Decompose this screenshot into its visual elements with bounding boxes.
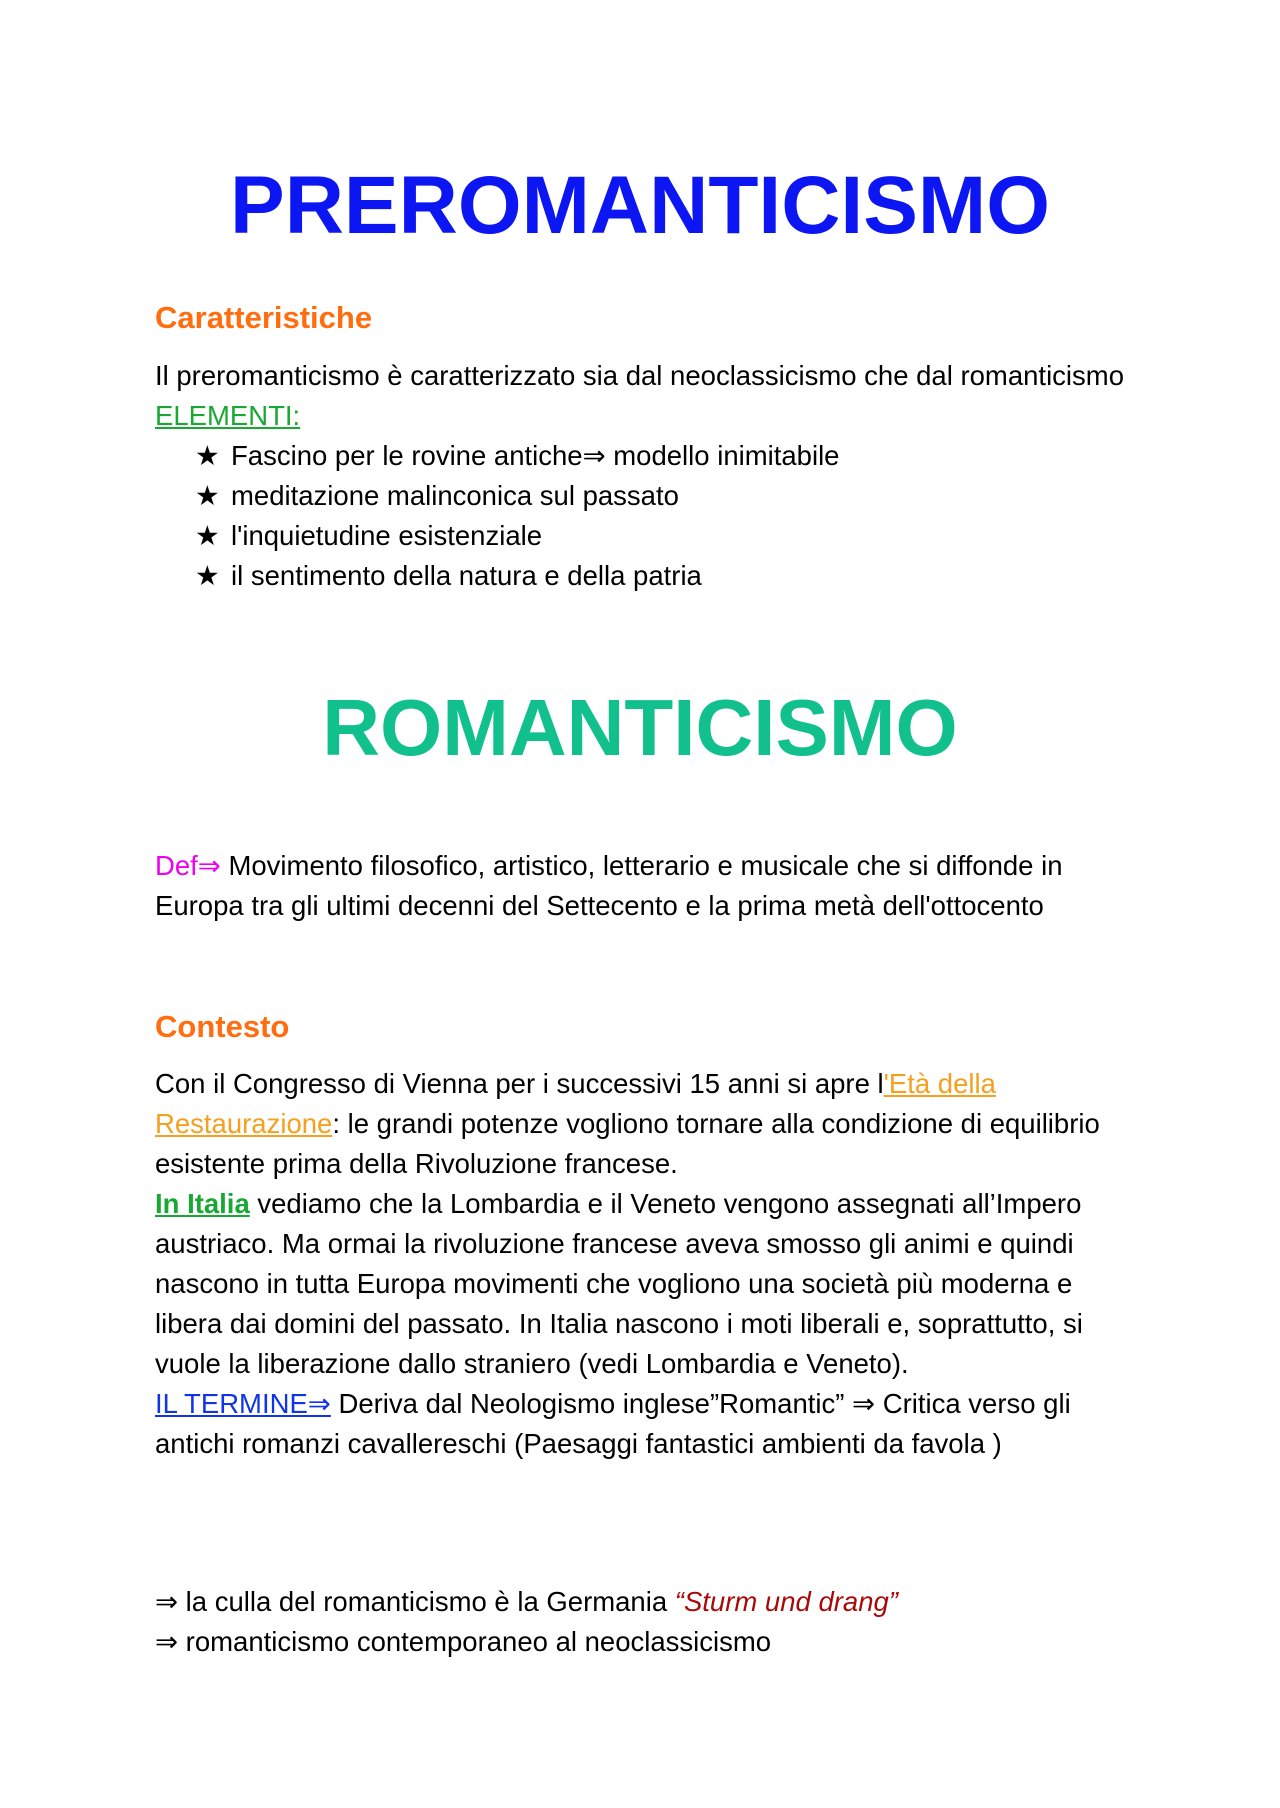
star-icon: ★ (195, 480, 220, 511)
list-item-text: il sentimento della natura e della patria (231, 560, 702, 591)
contesto-paragraph-3 (155, 1384, 1135, 1464)
conclusioni-section (155, 1582, 1135, 1662)
contesto-section (155, 1064, 1135, 1464)
list-item-text: Fascino per le rovine antiche⇒ modello inimitabile (231, 440, 840, 471)
p3-text: Deriva dal Neologismo inglese”Romantic” ⇒ Critica verso gli antichi romanzi cavallereschi (Paesaggi fantastici ambienti da favola ) (155, 1388, 1071, 1459)
definizione-section (155, 846, 1135, 926)
list-item (195, 436, 1135, 476)
p1-after: : le grandi potenze vogliono tornare alla condizione di equilibrio esistente prima della Rivoluzione francese. (155, 1108, 1100, 1179)
p2-text: vediamo che la Lombardia e il Veneto vengono assegnati all’Impero austriaco. Ma ormai la rivoluzione francese aveva smosso gli animi e quindi nascono in tutta Europa movimenti che vogliono una società più moderna e libera dai domini del passato. In Italia nascono i moti liberali e, soprattutto, si vuole la liberazione dallo straniero (vedi Lombardia e Veneto). (155, 1188, 1083, 1379)
def-label: Def⇒ (155, 850, 221, 881)
list-item-text: meditazione malinconica sul passato (231, 480, 679, 511)
list-item (195, 516, 1135, 556)
list-item-text: l'inquietudine esistenziale (231, 520, 543, 551)
list-item (195, 476, 1135, 516)
line1-text: ⇒ la culla del romanticismo è la Germania (155, 1586, 675, 1617)
contesto-paragraph-1 (155, 1064, 1135, 1184)
contesto-paragraph-2 (155, 1184, 1135, 1384)
conclusione-line-2: ⇒ romanticismo contemporaneo al neoclassicismo (155, 1626, 772, 1657)
def-text: Movimento filosofico, artistico, letterario e musicale che si diffonde in Europa tra gli ultimi decenni del Settecento e la prima metà dell'ottocento (155, 850, 1063, 921)
star-icon: ★ (195, 520, 220, 551)
restaurazione-link[interactable]: 'Età della Restaurazione (155, 1068, 996, 1139)
p1-before: Con il Congresso di Vienna per i successivi 15 anni si apre l (155, 1068, 884, 1099)
heading-caratteristiche: Caratteristiche (155, 300, 373, 335)
list-item (195, 556, 1135, 596)
il-termine-link[interactable]: IL TERMINE⇒ (155, 1388, 331, 1419)
elementi-list (155, 436, 1135, 596)
title-preromanticismo: PREROMANTICISMO (230, 160, 1050, 251)
in-italia-link[interactable]: In Italia (155, 1188, 250, 1219)
definizione-paragraph (155, 846, 1135, 926)
star-icon: ★ (195, 560, 220, 591)
intro-paragraph: Il preromanticismo è caratterizzato sia dal neoclassicismo che dal romanticismo (155, 360, 1124, 391)
heading-contesto: Contesto (155, 1009, 290, 1044)
conclusione-line-1 (155, 1582, 1135, 1622)
title-romanticismo: ROMANTICISMO (322, 683, 958, 772)
caratteristiche-section (155, 356, 1135, 596)
sturm-und-drang: “Sturm und drang” (674, 1586, 898, 1617)
elementi-link[interactable]: ELEMENTI: (155, 400, 301, 431)
star-icon: ★ (195, 440, 220, 471)
